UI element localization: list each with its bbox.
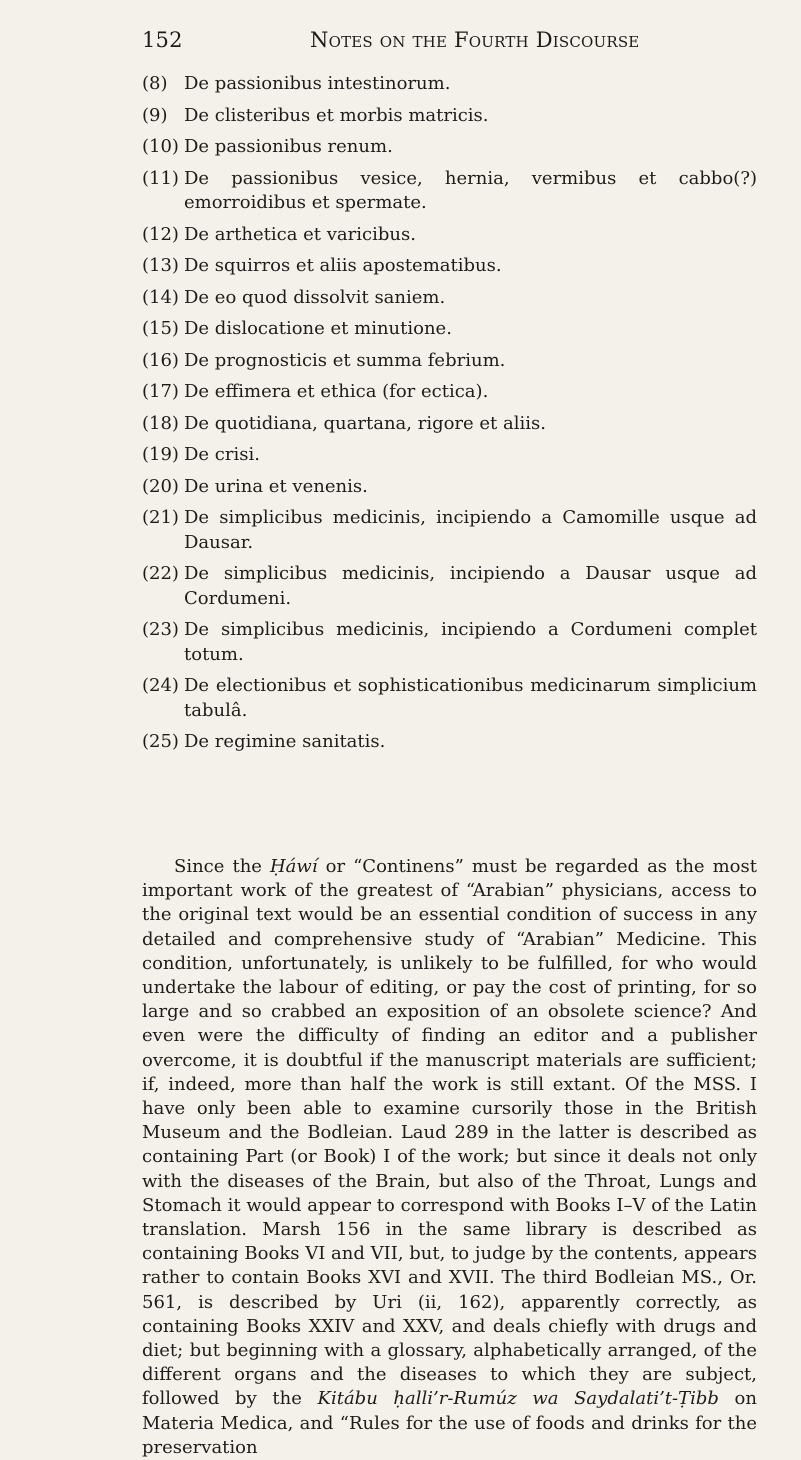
paragraph-text-2: or “Continens” must be regarded as the most important work of the greatest of “Arabian” physicians, access to the original text would be an essential condition of success in any detailed and comprehensive study of “Arabian” Medicine. This condition, unfortunately, is unlikely to be fulfilled, for who would undertake the labour of editing, or pay the cost of printing, for so large and so crabbed an exposition of an obsolete science? And even were the difficulty of finding an editor and a publisher overcome, it is doubtful if the manuscript materials are sufficient; if, indeed, more than half the work is still extant. Of the MSS. I have only been able to examine cursorily those in the British Museum and the Bodleian. Laud 289 in the latter is described as containing Part (or Book) I of the work; but since it deals not only with the diseases of the Brain, but also of the Throat, Lungs and Stomach it would appear to correspond with Books I–V of the Latin translation. Marsh 156 in the same library is described as containing Books VI and VII, but, to judge by the contents, appears rather to contain Books XVI and XVII. The third Bodleian MS., Or. 561, is described by Uri (ii, 162), apparently correctly, as containing Books XXIV and XXV, and deals chiefly with drugs and diet; but beginning with a glossary, alphabetically arranged, of the different organs and the diseases to which they are subject, followed by the [142,856,757,1410]
list-item [142,167,757,216]
item-text: De electionibus et sophisticationibus medicinarum simplicium tabulâ. [184,675,757,721]
item-number: (17) [142,381,179,402]
list-item [142,223,757,248]
list-item [142,562,757,611]
list-item [142,730,757,755]
item-text: De passionibus vesice, hernia, vermibus et cabbo(?) emorroidibus et spermate. [184,167,757,213]
list-item [142,506,757,555]
body-paragraph [142,855,757,1460]
list-item [142,104,757,129]
paragraph-text-1: Since the [174,856,270,877]
item-number: (25) [142,731,179,752]
list-item [142,135,757,160]
item-text: De dislocatione et minutione. [184,318,452,339]
list-item [142,618,757,667]
paragraph-text-3: on Materia Medica, and “Rules for the use of foods and drinks for the preservation [142,1388,757,1458]
item-number: (24) [142,675,179,696]
item-text: De effimera et ethica (for ectica). [184,381,489,402]
page-number: 152 [142,28,183,52]
list-item [142,349,757,374]
list-item [142,443,757,468]
work-title-hawi: Ḥáwí [269,856,318,877]
item-text: De regimine sanitatis. [184,731,386,752]
chapter-list [142,72,757,762]
item-number: (21) [142,507,179,528]
list-item [142,412,757,437]
item-number: (14) [142,286,179,308]
item-number: (9) [142,104,168,126]
item-text: De crisi. [184,444,260,465]
item-text: De clisteribus et morbis matricis. [184,104,489,126]
item-text: De simplicibus medicinis, incipiendo a Camomille usque ad Dausar. [184,507,757,553]
item-text: De urina et venenis. [184,475,368,497]
running-head [142,28,742,58]
item-text: De passionibus intestinorum. [184,73,451,94]
item-text: De prognosticis et summa febrium. [184,349,506,371]
item-text: De arthetica et varicibus. [184,223,416,245]
item-number: (10) [142,136,179,157]
list-item [142,380,757,405]
item-text: De simplicibus medicinis, incipiendo a Cordumeni complet totum. [184,619,757,665]
list-item [142,72,757,97]
item-number: (15) [142,318,179,339]
item-text: De eo quod dissolvit saniem. [184,286,446,308]
item-number: (18) [142,412,179,434]
list-item [142,674,757,723]
item-number: (16) [142,349,179,371]
work-title-kitab: Kitábu ḥalli’r-Rumúz wa Saydalati’t-Ṭibb [317,1388,719,1410]
item-text: De quotidiana, quartana, rigore et aliis. [184,412,546,434]
item-number: (22) [142,563,179,584]
list-item [142,317,757,342]
running-title: Notes on the Fourth Discourse [310,28,640,52]
item-number: (20) [142,475,179,497]
item-number: (8) [142,73,168,94]
item-text: De squirros et aliis apostematibus. [184,255,502,276]
item-text: De simplicibus medicinis, incipiendo a Dausar usque ad Cordumeni. [184,563,757,609]
list-item [142,475,757,500]
list-item [142,286,757,311]
item-number: (11) [142,167,179,189]
item-text: De passionibus renum. [184,136,393,157]
list-item [142,254,757,279]
item-number: (13) [142,255,179,276]
item-number: (23) [142,619,179,640]
item-number: (12) [142,223,179,245]
item-number: (19) [142,444,179,465]
